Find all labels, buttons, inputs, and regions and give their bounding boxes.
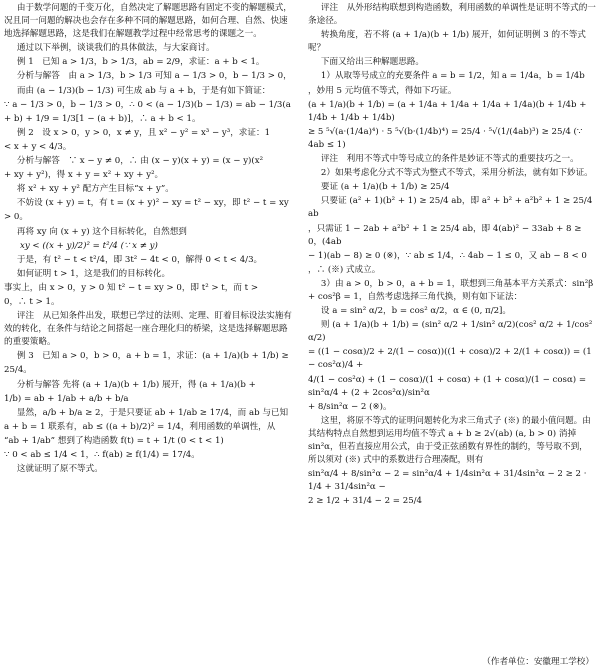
example-1-analysis-2: 而由 (a − 1/3)(b − 1/3) 可生成 ab 与 a + b，于是有如下简证： bbox=[16, 85, 271, 96]
method-3-line-1: 则 (a + 1/a)(b + 1/b) = (sin² α/2 + 1/sin² α/2)(cos² α/2 + 1/cos² α/2) bbox=[308, 320, 593, 344]
example-2-step-5: 如何证明 t > 1，这是我们的目标转化。 bbox=[16, 268, 171, 279]
example-3-step-3: “ab + 1/ab” 想到了构造函数 f(t) = t + 1/t (0 < t < 1) bbox=[4, 435, 224, 446]
example-2-step-3: 再将 xy 向 (x + y) 这个目标转化，自然想到 bbox=[16, 226, 187, 237]
example-3-analysis: 分析与解答 先将 (a + 1/a)(b + 1/b) 展开，得 (a + 1/a)(b + bbox=[16, 379, 256, 390]
example-2-step-6: 事实上，由 x > 0，y > 0 知 t² − t = xy > 0，即 t² > t，而 t > bbox=[4, 282, 259, 293]
method-3-final-1: sin²α/4 + 8/sin²α − 2 = sin²α/4 + 1/4sin²α + 31/4sin²α − 2 ≥ 2 · 1/4 + 31/4sin²α − bbox=[308, 469, 587, 493]
method-2-step-3: ，只需证 1 − 2ab + a²b² + 1 ≥ 25/4 ab，即 4(ab)² − 33ab + 8 ≥ 0，(4ab bbox=[308, 223, 582, 247]
example-3-step-4: ∵ 0 < ab ≤ 1/4 < 1，∴ f(ab) ≥ f(1/4) = 17/4。 bbox=[4, 450, 200, 460]
example-2-step-1: 将 x² + xy + y² 配方产生目标“x + y”。 bbox=[16, 184, 174, 195]
example-1-analysis: 分析与解答 由 a > 1/3，b > 1/3 可知 a − 1/3 > 0，b − 1/3 > 0， bbox=[16, 71, 292, 82]
example-3-conclusion: 这就证明了原不等式。 bbox=[16, 464, 103, 475]
example-2-analysis-cont: + xy + y²)，得 x + y = x² + xy + y²。 bbox=[4, 170, 164, 181]
remark-2: 评注 从外形结构联想到构造函数，利用函数的单调性是证明不等式的一条途径。 bbox=[308, 3, 596, 27]
method-1-intro: 1）从取等号成立的充要条件 a = b = 1/2，知 a = 1/4a，b = 1/4b bbox=[320, 71, 585, 82]
method-3-intro: 3）由 a > 0，b > 0，a + b = 1，联想到三角基本平方关系式：sin²β + cos²β = 1，自然考虑选择三角代换，则有如下证法： bbox=[308, 278, 594, 302]
intro-paragraph: 由于数学问题的千变万化，自然决定了解题思路有固定不变的解题模式，况且同一问题的解决也会存在多种不同的解题思路，如何合理、自然、快速地选择解题思路，这是我们在解题教学过程中经常思考的课题之一。 bbox=[4, 3, 292, 40]
method-1-line-2: ≥ 5 ⁵√(a·(1/4a)⁴) · 5 ⁵√(b·(1/4b)⁴) = 25/4 · ⁵√(1/(4ab)³) ≥ 25/4 (∵ 4ab ≤ 1) bbox=[308, 126, 583, 150]
method-2-step-2: 只要证 (a² + 1)(b² + 1) ≥ 25/4 ab，即 a² + b² + a²b² + 1 ≥ 25/4 ab bbox=[308, 196, 593, 220]
example-3-step-1: 显然，a/b + b/a ≥ 2，于是只要证 ab + 1/ab ≥ 17/4，而 ab 与已知 bbox=[16, 407, 289, 418]
method-3-discussion: 这里，将原不等式的证明问题转化为求三角式子 (※) 的最小值问题。由其结构特点自然想到运用均值不等式 a + b ≥ 2√(ab) (a, b > 0) 消掉 sin²α，但若直接应用公式，由于受正弦函数有界性的制约，等号取不到，所以须对 (※) 式中的系数进行合理凑配，则有 bbox=[308, 415, 591, 466]
example-2-step-2-cont: > 0。 bbox=[4, 212, 28, 223]
method-1-intro-cont: ，妙用 5 元均值不等式，得如下巧证。 bbox=[308, 85, 457, 96]
intro-paragraph-2: 通过以下举例，谈谈我们的具体做法，与大家商讨。 bbox=[16, 43, 215, 54]
example-1-proof-line-2: + b) + 1/9 = 1/3[1 − (a + b)]，∴ a + b < 1。 bbox=[4, 113, 201, 124]
example-2-step-2: 不妨设 (x + y) = t，有 t = (x + y)² − xy = t² − xy，即 t² − t = xy bbox=[16, 198, 289, 209]
method-1-line-1: (a + 1/a)(b + 1/b) = (a + 1/4a + 1/4a + 1/4a + 1/4a)(b + 1/4b + 1/4b + 1/4b + 1/4b) bbox=[308, 99, 587, 123]
example-2-inequality: xy < ((x + y)/2)² = t²/4 (∵ x ≠ y) bbox=[20, 240, 158, 251]
example-3-step-2: a + b = 1 联系有，ab ≤ ((a + b)/2)² = 1/4，利用函数的单调性，从 bbox=[4, 421, 276, 432]
remark-1: 评注 从已知条件出发，联想已学过的法则、定理、盯着目标设法实施有效的转化，在条件与结论之间搭起一座合理化归的桥梁，这是选择解题思路的重要策略。 bbox=[4, 311, 292, 348]
method-2-step-5: ，∴ (※) 式成立。 bbox=[308, 264, 381, 275]
method-3-line-4: + 8/sin²α − 2 (※)。 bbox=[308, 401, 392, 412]
method-3-substitution: 设 a = sin² α/2，b = cos² α/2，α ∈ (0, π/2]。 bbox=[320, 306, 512, 317]
example-2-statement-cont: < x + y < 4/3。 bbox=[4, 141, 72, 152]
right-column bbox=[308, 2, 596, 668]
method-2-intro: 2）如果考虑化分式不等式为整式不等式，采用分析法，就有如下妙证。 bbox=[320, 168, 593, 179]
method-2-step-1: 要证 (a + 1/a)(b + 1/b) ≥ 25/4 bbox=[320, 182, 450, 193]
example-3-expansion: 1/b) = ab + 1/ab + a/b + b/a bbox=[4, 393, 129, 404]
alt-intro: 下面又给出三种解题思路。 bbox=[320, 57, 425, 68]
example-3-statement: 例 3 已知 a > 0，b > 0，a + b = 1，求证：(a + 1/a)(b + 1/b) ≥ bbox=[16, 351, 289, 362]
author-affiliation: （作者单位：安徽理工学校） bbox=[482, 657, 594, 667]
method-2-step-4: − 1)(ab − 8) ≥ 0 (※)，∵ ab ≤ 1/4，∴ 4ab − 1 ≤ 0，又 ab − 8 < 0 bbox=[308, 250, 587, 261]
example-1-statement: 例 1 已知 a > 1/3，b > 1/3，ab = 2/9，求证：a + b < 1。 bbox=[16, 57, 265, 68]
method-3-line-3: 4/(1 − cos²α) + (1 − cosα)/(1 + cosα) + (1 + cosα)/(1 − cosα) = sin²α/4 + (2 + 2cos²α)/sin²α bbox=[308, 374, 587, 398]
left-column bbox=[4, 2, 292, 668]
remark-3: 评注 利用不等式中等号成立的条件是妙证不等式的重要技巧之一。 bbox=[320, 154, 579, 165]
example-2-step-4: 于是，有 t² − t < t²/4，即 3t² − 4t < 0，解得 0 < t < 4/3。 bbox=[16, 254, 263, 265]
example-2-analysis: 分析与解答 ∵ x − y ≠ 0，∴ 由 (x − y)(x + y) = (x − y)(x² bbox=[16, 156, 264, 167]
method-3-line-2: = ((1 − cosα)/2 + 2/(1 − cosα))((1 + cosα)/2 + 2/(1 + cosα)) = (1 − cos²α)/4 + bbox=[308, 347, 592, 371]
example-2-step-6-cont: 0，∴ t > 1。 bbox=[4, 296, 60, 307]
example-1-proof-line-1: ∵ a − 1/3 > 0，b − 1/3 > 0，∴ 0 < (a − 1/3)(b − 1/3) = ab − 1/3(a bbox=[4, 99, 291, 110]
method-3-final-2: 2 ≥ 1/2 + 31/4 − 2 = 25/4 bbox=[308, 496, 423, 507]
example-3-statement-cont: 25/4。 bbox=[4, 365, 32, 376]
alt-question: 转换角度，若不将 (a + 1/a)(b + 1/b) 展开，如何证明例 3 的不等式呢？ bbox=[308, 30, 586, 54]
example-2-statement: 例 2 设 x > 0，y > 0，x ≠ y，且 x² − y² = x³ − y³，求证：1 bbox=[16, 127, 271, 138]
